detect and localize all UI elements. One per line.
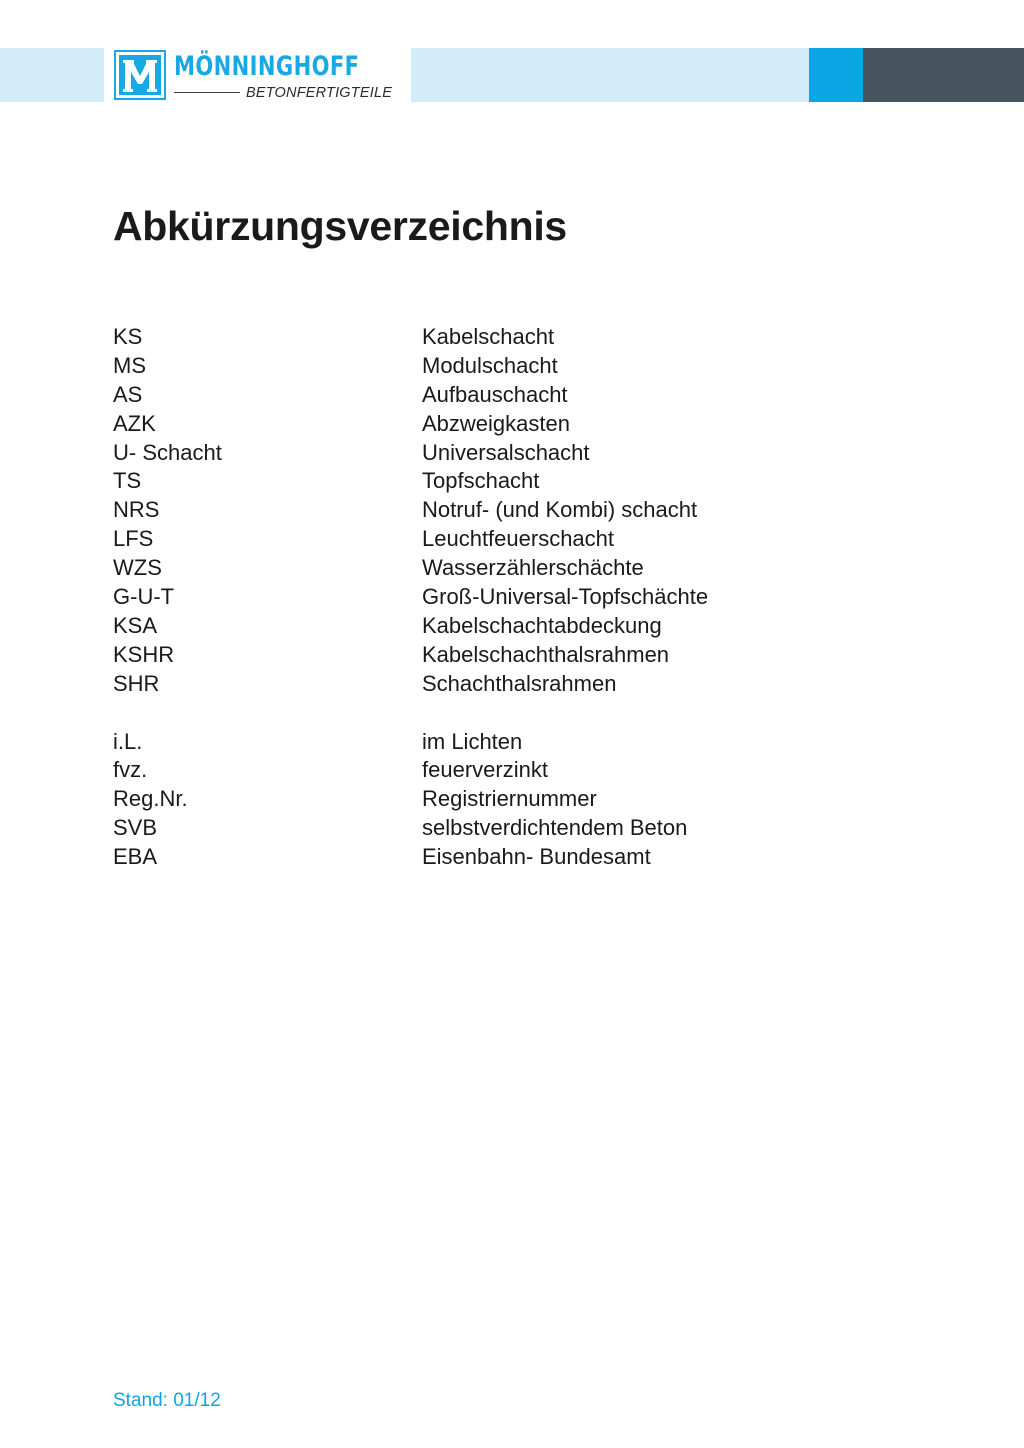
abbreviation-row: [113, 640, 913, 669]
abbreviation-meaning: Kabelschachthalsrahmen: [422, 641, 670, 667]
abbreviation-meaning: selbstverdichtendem Beton: [422, 815, 688, 841]
abbreviation-row: [113, 727, 913, 756]
abbreviation: LFS: [113, 526, 154, 552]
abbreviation: i.L.: [113, 728, 143, 754]
abbreviation-meaning: Wasserzählerschächte: [422, 555, 644, 581]
abbreviation-meaning: Eisenbahn- Bundesamt: [422, 844, 651, 870]
footer-stand-date: Stand: 01/12: [113, 1390, 221, 1411]
abbreviation: U- Schacht: [113, 439, 222, 465]
abbreviation-meaning: Schachthalsrahmen: [422, 670, 617, 696]
abbreviation: KSA: [113, 612, 158, 638]
abbreviation-meaning: Leuchtfeuerschacht: [422, 526, 615, 552]
logo-divider: [174, 92, 240, 93]
abbreviation: AZK: [113, 410, 156, 436]
abbreviation-meaning: Kabelschacht: [422, 324, 555, 349]
abbreviation-row: [113, 755, 913, 784]
abbreviation: EBA: [113, 844, 158, 870]
abbreviation-meaning: Aufbauschacht: [422, 381, 568, 407]
abbreviation-row: [113, 813, 913, 842]
abbreviation: G-U-T: [113, 584, 175, 610]
abbreviation-row: [113, 784, 913, 813]
abbreviation: NRS: [113, 497, 160, 523]
abbreviation-row: [113, 322, 913, 351]
abbreviation-list: [113, 322, 913, 871]
abbreviation-meaning: Abzweigkasten: [422, 410, 570, 436]
group-spacer: [113, 698, 913, 727]
abbreviation-meaning: Universalschacht: [422, 439, 590, 465]
logo-m-icon: [114, 50, 166, 100]
abbreviation-row: [113, 438, 913, 467]
abbreviation: AS: [113, 381, 143, 407]
abbreviation-row: [113, 669, 913, 698]
abbreviation-row: [113, 351, 913, 380]
header-accent-dark: [863, 48, 1024, 102]
abbreviation: SVB: [113, 815, 158, 841]
abbreviation-row: [113, 380, 913, 409]
abbreviation-meaning: Topfschacht: [422, 468, 540, 494]
abbreviation-meaning: Modulschacht: [422, 352, 558, 378]
abbreviation-row: [113, 553, 913, 582]
abbreviation-row: [113, 466, 913, 495]
abbreviation: KS: [113, 324, 143, 349]
abbreviation: TS: [113, 468, 142, 494]
abbreviation: WZS: [113, 555, 162, 581]
page-title: Abkürzungsverzeichnis: [113, 203, 567, 249]
abbreviation-row: [113, 495, 913, 524]
abbreviation-row: [113, 524, 913, 553]
abbreviation-meaning: feuerverzinkt: [422, 757, 548, 783]
abbreviation-meaning: Notruf- (und Kombi) schacht: [422, 497, 698, 523]
abbreviation: MS: [113, 352, 146, 378]
abbreviation-meaning: Groß-Universal-Topfschächte: [422, 584, 709, 610]
abbreviation: Reg.Nr.: [113, 786, 188, 812]
company-subtitle: BETONFERTIGTEILE: [246, 85, 393, 101]
abbreviation-row: [113, 409, 913, 438]
company-name: MÖNNINGHOFF: [174, 51, 360, 82]
abbreviation-meaning: Kabelschachtabdeckung: [422, 612, 662, 638]
abbreviation-row: [113, 611, 913, 640]
abbreviation: SHR: [113, 670, 160, 696]
abbreviation-meaning: Registriernummer: [422, 786, 597, 812]
abbreviation-row: [113, 582, 913, 611]
abbreviation: KSHR: [113, 641, 175, 667]
abbreviation: fvz.: [113, 757, 148, 783]
abbreviation-row: [113, 842, 913, 871]
header-accent-blue: [809, 48, 863, 102]
company-logo: [104, 48, 411, 102]
abbreviation-meaning: im Lichten: [422, 728, 523, 754]
